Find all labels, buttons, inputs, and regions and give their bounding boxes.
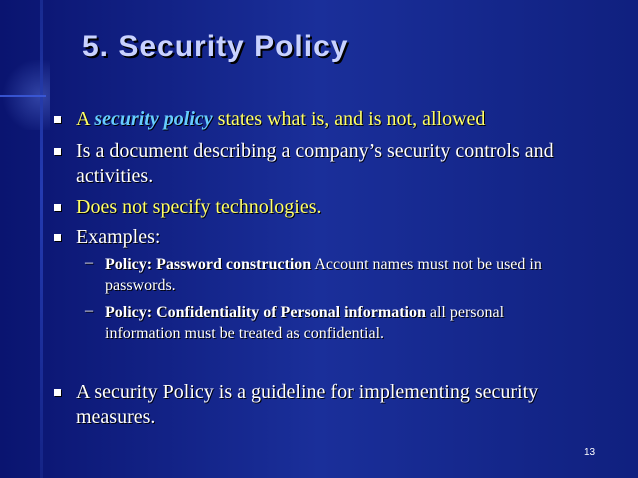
- bullet-2-line-2: activities.: [76, 165, 154, 187]
- example-1-line-1: [105, 255, 542, 274]
- example-1-dash: –: [85, 254, 93, 271]
- example-1-line-2: passwords.: [105, 277, 176, 294]
- decorative-horizontal-line: [0, 95, 46, 97]
- bullet-square-icon: [54, 234, 61, 241]
- decorative-vertical-line: [40, 0, 43, 478]
- example-2-line-1: [105, 303, 504, 322]
- example-2-bold: Policy: Confidentiality of Personal information: [105, 304, 426, 321]
- example-1-rest: Account names must not be used in: [311, 256, 542, 273]
- slide-title: 5. Security Policy: [82, 30, 349, 63]
- bullet-2-line-1: Is a document describing a company’s security controls and: [76, 140, 554, 162]
- bullet-square-icon: [54, 389, 61, 396]
- bullet-1-prefix: A: [76, 108, 95, 130]
- bullet-square-icon: [54, 148, 61, 155]
- page-number: 13: [584, 447, 596, 458]
- bullet-1-emphasis: security policy: [94, 108, 213, 130]
- example-2-dash: –: [85, 302, 93, 319]
- bullet-square-icon: [54, 116, 61, 123]
- bullet-5-line-2: measures.: [76, 406, 156, 428]
- bullet-4-text: Examples:: [76, 226, 161, 248]
- bullet-square-icon: [54, 204, 61, 211]
- bullet-5-line-1: A security Policy is a guideline for implementing security: [76, 381, 539, 403]
- bullet-1-text: [76, 108, 485, 131]
- example-2-rest: all personal: [425, 304, 505, 321]
- bullet-3-text: Does not specify technologies.: [76, 196, 322, 218]
- example-1-bold: Policy: Password construction: [105, 256, 312, 273]
- bullet-1-rest: states what is, and is not, allowed: [212, 108, 486, 130]
- example-2-line-2: information must be treated as confidential.: [105, 325, 385, 342]
